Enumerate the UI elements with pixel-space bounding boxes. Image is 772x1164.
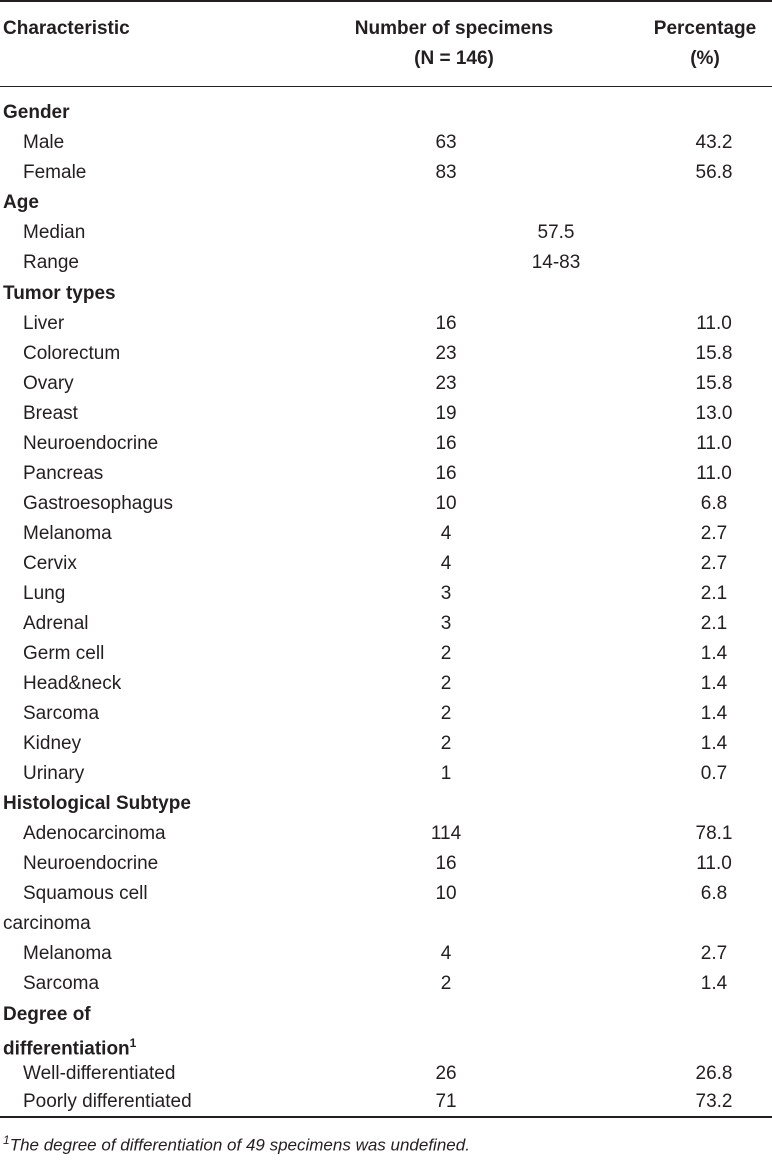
row-label: Pancreas xyxy=(23,463,104,484)
row-label: Colorectum xyxy=(23,343,121,364)
row-label: Liver xyxy=(23,313,65,334)
row-label: Female xyxy=(23,162,87,183)
section-differentiation-line2: differentiation$^1$ xyxy=(3,1036,137,1060)
footnote-text: The degree of differentiation of 49 specimens was undefined. xyxy=(9,1135,470,1155)
column-header-percentage-line2: (%) xyxy=(690,48,720,69)
row-label: Germ cell xyxy=(23,643,105,664)
top-rule xyxy=(0,0,772,2)
row-label: Sarcoma xyxy=(23,973,100,994)
row-label: Breast xyxy=(23,403,78,424)
section-histological-subtype: Histological Subtype xyxy=(3,793,191,814)
row-label: Poorly differentiated xyxy=(23,1091,192,1112)
row-label: Male xyxy=(23,132,65,153)
column-header-count-line1: Number of specimens xyxy=(354,18,554,39)
row-label: Kidney xyxy=(23,733,82,754)
row-label: Neuroendocrine xyxy=(23,853,159,874)
column-header-count xyxy=(336,14,572,74)
row-label: Adenocarcinoma xyxy=(23,823,166,844)
section-age: Age xyxy=(3,192,39,213)
row-label: Melanoma xyxy=(23,523,112,544)
column-header-count-line2: (N = 146) xyxy=(414,48,494,69)
section-differentiation-line1: Degree of xyxy=(3,1004,91,1025)
row-label: Squamous cell xyxy=(23,883,148,904)
bottom-rule xyxy=(0,1116,772,1118)
row-label: Urinary xyxy=(23,763,85,784)
row-label: Gastroesophagus xyxy=(23,493,173,514)
column-header-characteristic: Characteristic xyxy=(3,18,130,39)
row-label: Adrenal xyxy=(23,613,89,634)
footnote-superscript: 1 xyxy=(3,1133,10,1147)
column-header-percentage-line1: Percentage xyxy=(653,18,757,39)
row-label: Melanoma xyxy=(23,943,112,964)
footnote-marker: 1 xyxy=(129,1036,137,1050)
row-label: Head&neck xyxy=(23,673,122,694)
section-gender: Gender xyxy=(3,102,70,123)
row-label: Range xyxy=(23,252,79,273)
column-header-percentage xyxy=(640,14,770,74)
row-label: Sarcoma xyxy=(23,703,100,724)
row-label-continuation: carcinoma xyxy=(3,913,91,934)
row-label: Cervix xyxy=(23,553,77,574)
row-label: Lung xyxy=(23,583,66,604)
row-label: Neuroendocrine xyxy=(23,433,159,454)
section-tumor-types: Tumor types xyxy=(3,283,116,304)
row-label: Median xyxy=(23,222,86,243)
row-label: Well-differentiated xyxy=(23,1063,176,1084)
footnote xyxy=(3,1133,470,1156)
header-rule xyxy=(0,86,772,87)
row-label: Ovary xyxy=(23,373,74,394)
